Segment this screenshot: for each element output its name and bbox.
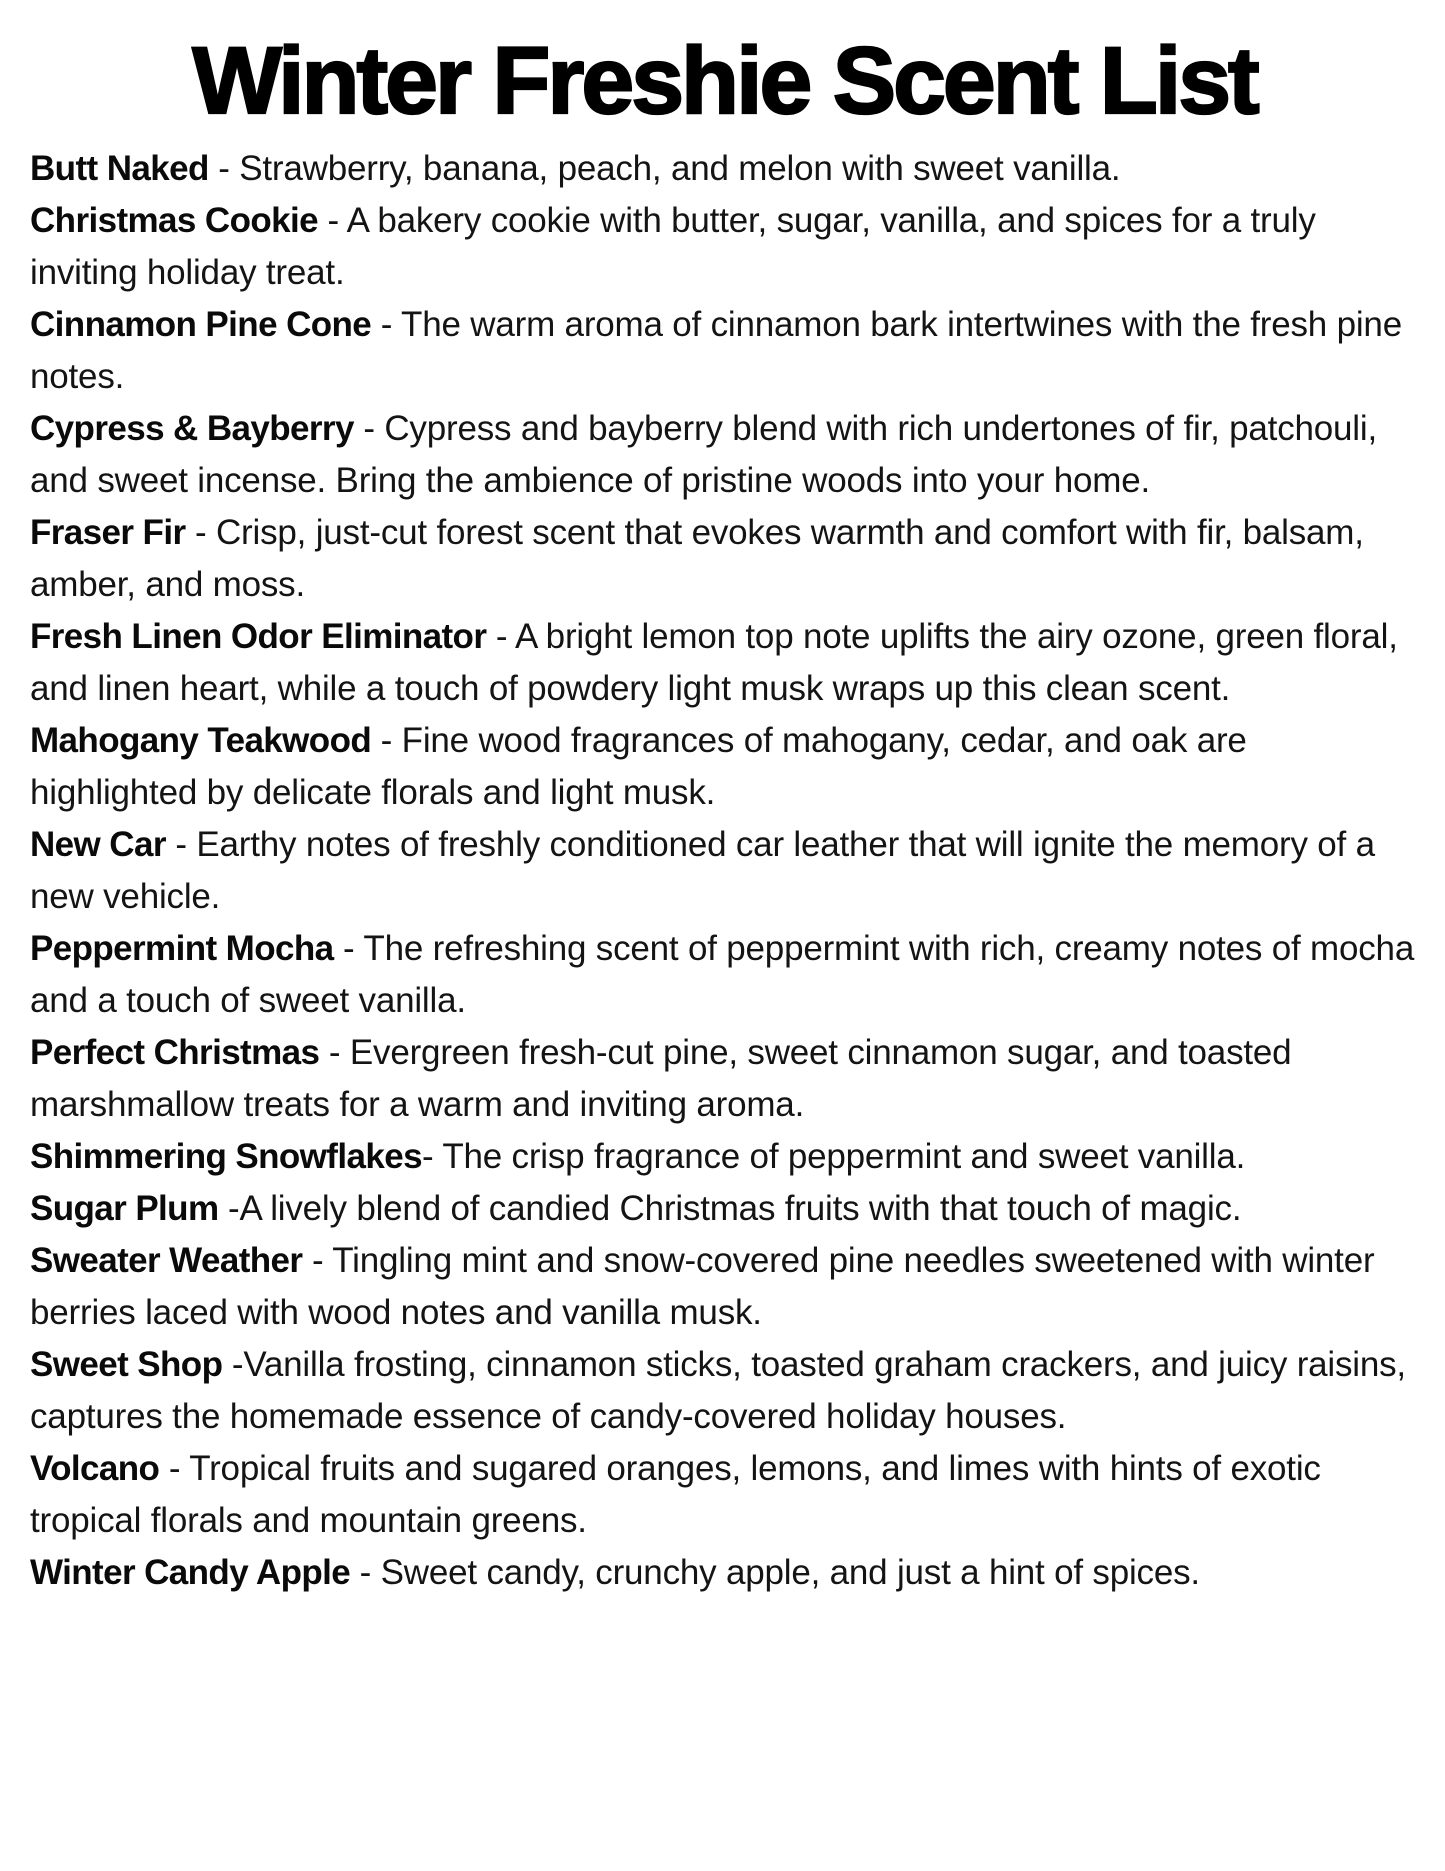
scent-separator: - bbox=[185, 513, 216, 552]
scent-item bbox=[30, 715, 1419, 819]
scent-separator: - bbox=[353, 409, 385, 448]
scent-separator: - bbox=[486, 617, 515, 656]
scent-description: A bright lemon top note uplifts the airy ozone, green floral, and linen heart, while a touch of powdery light musk wraps up this clean scent. bbox=[30, 617, 1398, 708]
scent-item bbox=[30, 1547, 1419, 1599]
scent-separator: - bbox=[208, 149, 240, 188]
scent-name: Cypress & Bayberry bbox=[30, 409, 354, 448]
scent-description: The crisp fragrance of peppermint and sweet vanilla. bbox=[442, 1137, 1246, 1176]
scent-item bbox=[30, 923, 1419, 1027]
scent-description: Tropical fruits and sugared oranges, lemons, and limes with hints of exotic tropical florals and mountain greens. bbox=[30, 1449, 1321, 1540]
scent-separator: - bbox=[421, 1137, 443, 1176]
scent-item bbox=[30, 1235, 1419, 1339]
scent-name: Fraser Fir bbox=[30, 513, 186, 552]
scent-separator: - bbox=[222, 1345, 244, 1384]
scent-description: A bakery cookie with butter, sugar, vanilla, and spices for a truly inviting holiday treat. bbox=[30, 201, 1316, 292]
scent-name: Sweater Weather bbox=[30, 1241, 303, 1280]
page-title: Winter Freshie Scent List bbox=[192, 28, 1257, 134]
scent-separator: - bbox=[371, 721, 402, 760]
scent-name: Perfect Christmas bbox=[30, 1033, 320, 1072]
scent-separator: - bbox=[159, 1449, 190, 1488]
scent-description: Crisp, just-cut forest scent that evokes warmth and comfort with fir, balsam, amber, and moss. bbox=[30, 513, 1364, 604]
scent-separator: - bbox=[302, 1241, 333, 1280]
scent-separator: - bbox=[218, 1189, 240, 1228]
scent-item bbox=[30, 403, 1419, 507]
scent-description: Fine wood fragrances of mahogany, cedar, and oak are highlighted by delicate florals and light musk. bbox=[30, 721, 1247, 812]
scent-separator: - bbox=[319, 1033, 350, 1072]
scent-description: Vanilla frosting, cinnamon sticks, toasted graham crackers, and juicy raisins, captures the homemade essence of candy-covered holiday houses. bbox=[30, 1345, 1406, 1436]
scent-item bbox=[30, 819, 1419, 923]
scent-item bbox=[30, 143, 1419, 195]
scent-separator: - bbox=[333, 929, 364, 968]
scent-name: Volcano bbox=[30, 1449, 160, 1488]
scent-name: New Car bbox=[30, 825, 166, 864]
scent-description: Strawberry, banana, peach, and melon with sweet vanilla. bbox=[239, 149, 1121, 188]
scent-name: Sweet Shop bbox=[30, 1345, 223, 1384]
scent-name: Sugar Plum bbox=[30, 1189, 219, 1228]
scent-item bbox=[30, 1027, 1419, 1131]
scent-description: Evergreen fresh-cut pine, sweet cinnamon sugar, and toasted marshmallow treats for a warm and inviting aroma. bbox=[30, 1033, 1292, 1124]
scent-separator: - bbox=[350, 1553, 381, 1592]
scent-item bbox=[30, 1131, 1419, 1183]
scent-name: Cinnamon Pine Cone bbox=[30, 305, 372, 344]
scent-name: Winter Candy Apple bbox=[30, 1553, 351, 1592]
scent-item bbox=[30, 507, 1419, 611]
scent-item bbox=[30, 611, 1419, 715]
scent-description: Earthy notes of freshly conditioned car leather that will ignite the memory of a new vehicle. bbox=[30, 825, 1375, 916]
scent-name: Peppermint Mocha bbox=[30, 929, 334, 968]
scent-item bbox=[30, 1339, 1419, 1443]
scent-name: Fresh Linen Odor Eliminator bbox=[30, 617, 487, 656]
scent-name: Shimmering Snowflakes bbox=[30, 1137, 422, 1176]
scent-item bbox=[30, 299, 1419, 403]
scent-name: Mahogany Teakwood bbox=[30, 721, 372, 760]
scent-item bbox=[30, 1443, 1419, 1547]
scent-name: Butt Naked bbox=[30, 149, 209, 188]
scent-description: The refreshing scent of peppermint with rich, creamy notes of mocha and a touch of sweet vanilla. bbox=[30, 929, 1415, 1020]
scent-separator: - bbox=[165, 825, 197, 864]
scent-description: Cypress and bayberry blend with rich undertones of fir, patchouli, and sweet incense. Bring the ambience of pristine woods into your home. bbox=[30, 409, 1377, 500]
scent-item bbox=[30, 1183, 1419, 1235]
scent-description: A lively blend of candied Christmas fruits with that touch of magic. bbox=[239, 1189, 1242, 1228]
scent-list bbox=[30, 143, 1419, 1599]
scent-description: Tingling mint and snow-covered pine needles sweetened with winter berries laced with wood notes and vanilla musk. bbox=[30, 1241, 1375, 1332]
scent-description: The warm aroma of cinnamon bark intertwines with the fresh pine notes. bbox=[30, 305, 1402, 396]
scent-name: Christmas Cookie bbox=[30, 201, 318, 240]
scent-separator: - bbox=[371, 305, 402, 344]
scent-description: Sweet candy, crunchy apple, and just a hint of spices. bbox=[380, 1553, 1200, 1592]
scent-separator: - bbox=[318, 201, 347, 240]
scent-item bbox=[30, 195, 1419, 299]
